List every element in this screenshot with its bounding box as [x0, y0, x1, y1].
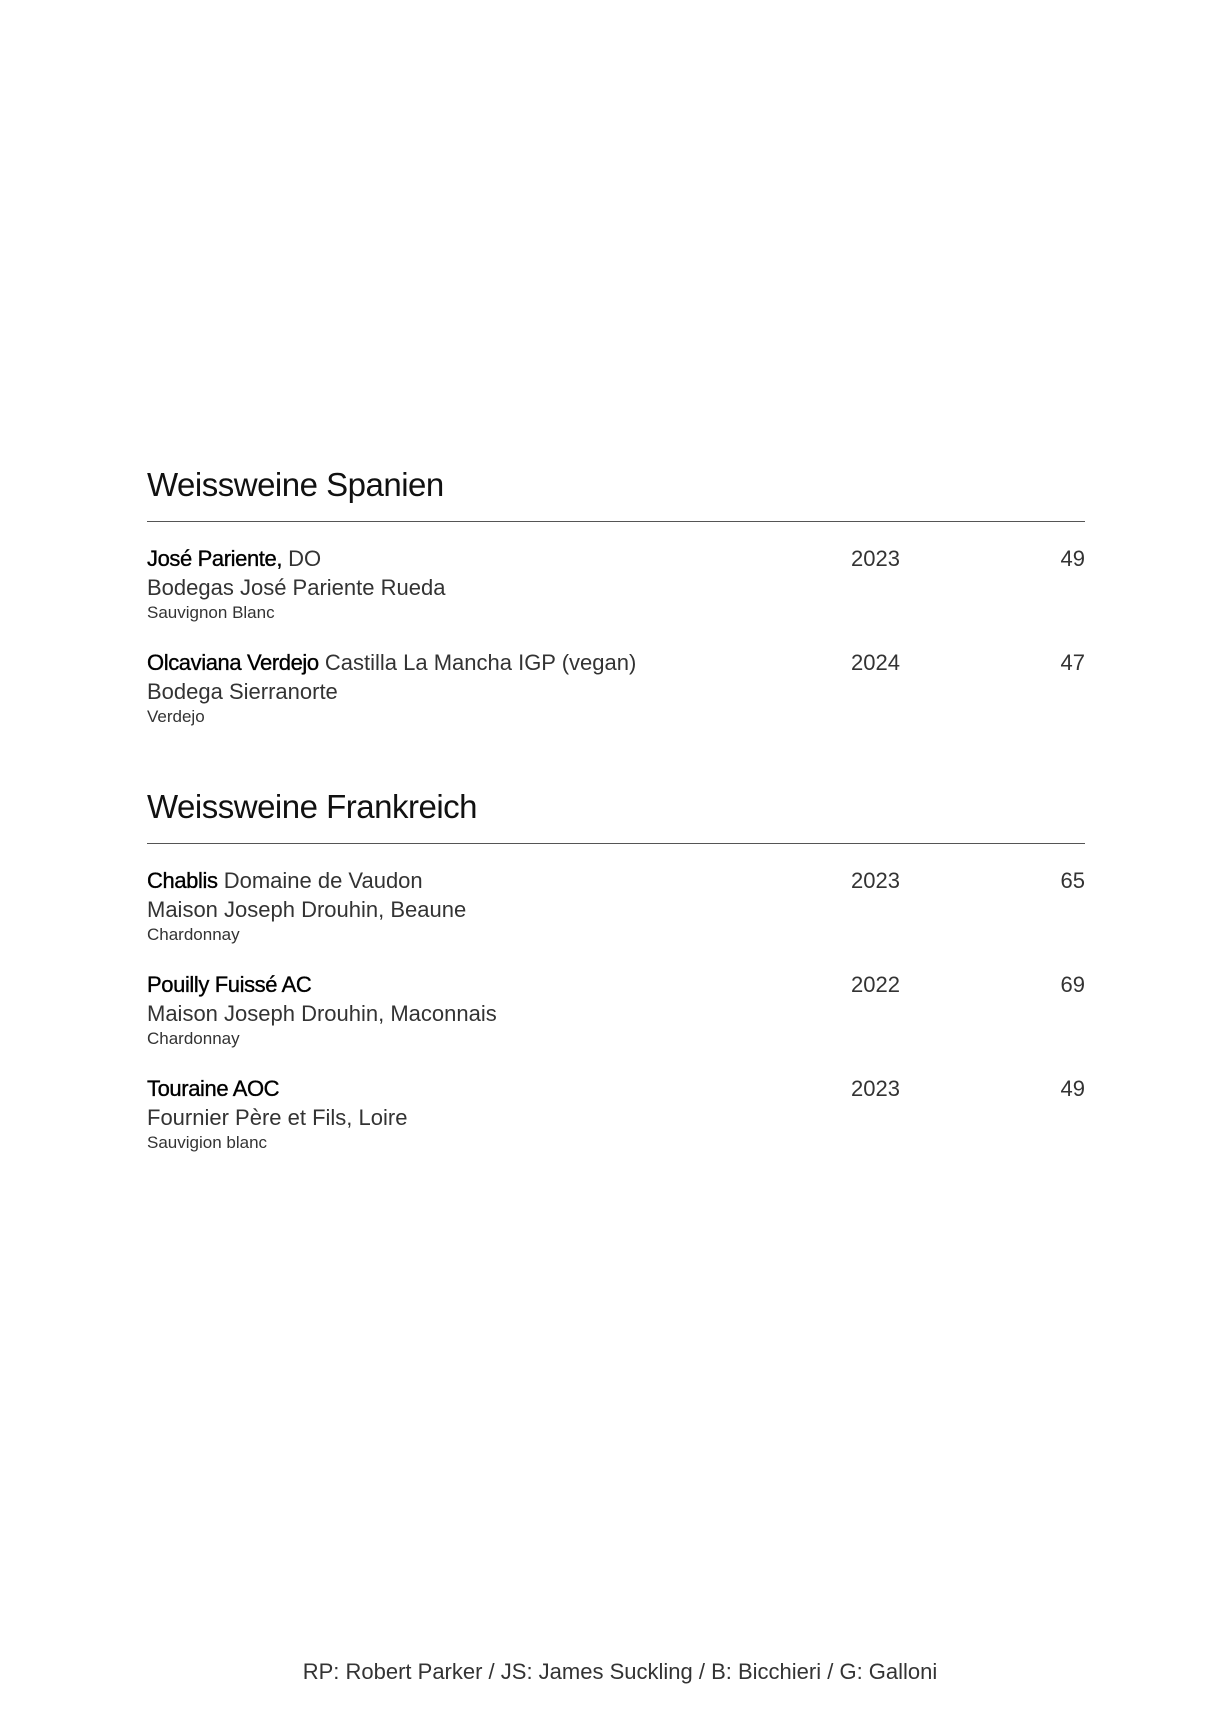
- wine-name: Olcaviana Verdejo: [147, 650, 319, 675]
- wine-entry: [147, 1074, 1085, 1178]
- wine-vintage: 2024: [851, 650, 900, 675]
- wine-name: Pouilly Fuissé AC: [147, 972, 312, 997]
- section-divider: [147, 521, 1085, 522]
- wine-grape: Chardonnay: [147, 925, 240, 944]
- wine-price: 49: [1060, 1076, 1085, 1101]
- wine-vintage: 2022: [851, 972, 900, 997]
- wine-vintage: 2023: [851, 868, 900, 893]
- wine-producer: Fournier Père et Fils, Loire: [147, 1105, 408, 1130]
- wine-price: 49: [1060, 546, 1085, 571]
- wine-producer: Maison Joseph Drouhin, Maconnais: [147, 1001, 497, 1026]
- section-divider: [147, 843, 1085, 844]
- section-white-wines-france: [147, 787, 1085, 1178]
- wine-grape: Sauvignon Blanc: [147, 603, 275, 622]
- wine-grape: Chardonnay: [147, 1029, 240, 1048]
- wine-entry: [147, 866, 1085, 970]
- wine-entry: [147, 970, 1085, 1074]
- wine-price: 47: [1060, 650, 1085, 675]
- wine-appellation: Castilla La Mancha IGP (vegan): [318, 650, 637, 675]
- section-title: Weissweine Spanien: [147, 466, 444, 503]
- wine-producer: Bodega Sierranorte: [147, 679, 338, 704]
- wine-name: Touraine AOC: [147, 1076, 280, 1101]
- wine-vintage: 2023: [851, 1076, 900, 1101]
- wine-vintage: 2023: [851, 546, 900, 571]
- wine-entry: [147, 648, 1085, 752]
- wine-appellation: Domaine de Vaudon: [217, 868, 423, 893]
- wine-producer: Bodegas José Pariente Rueda: [147, 575, 446, 600]
- wine-price: 65: [1060, 868, 1085, 893]
- ratings-legend-footer: RP: Robert Parker / JS: James Suckling / B: Bicchieri / G: Galloni: [302, 1659, 938, 1684]
- wine-name: José Pariente,: [147, 546, 283, 571]
- wine-grape: Verdejo: [147, 707, 205, 726]
- wine-grape: Sauvigion blanc: [147, 1133, 268, 1152]
- wine-name: Chablis: [147, 868, 218, 893]
- section-title: Weissweine Frankreich: [147, 788, 478, 825]
- section-white-wines-spain: [147, 465, 1085, 752]
- wine-price: 69: [1060, 972, 1085, 997]
- wine-appellation: DO: [282, 546, 322, 571]
- wine-producer: Maison Joseph Drouhin, Beaune: [147, 897, 467, 922]
- wine-entry: [147, 544, 1085, 648]
